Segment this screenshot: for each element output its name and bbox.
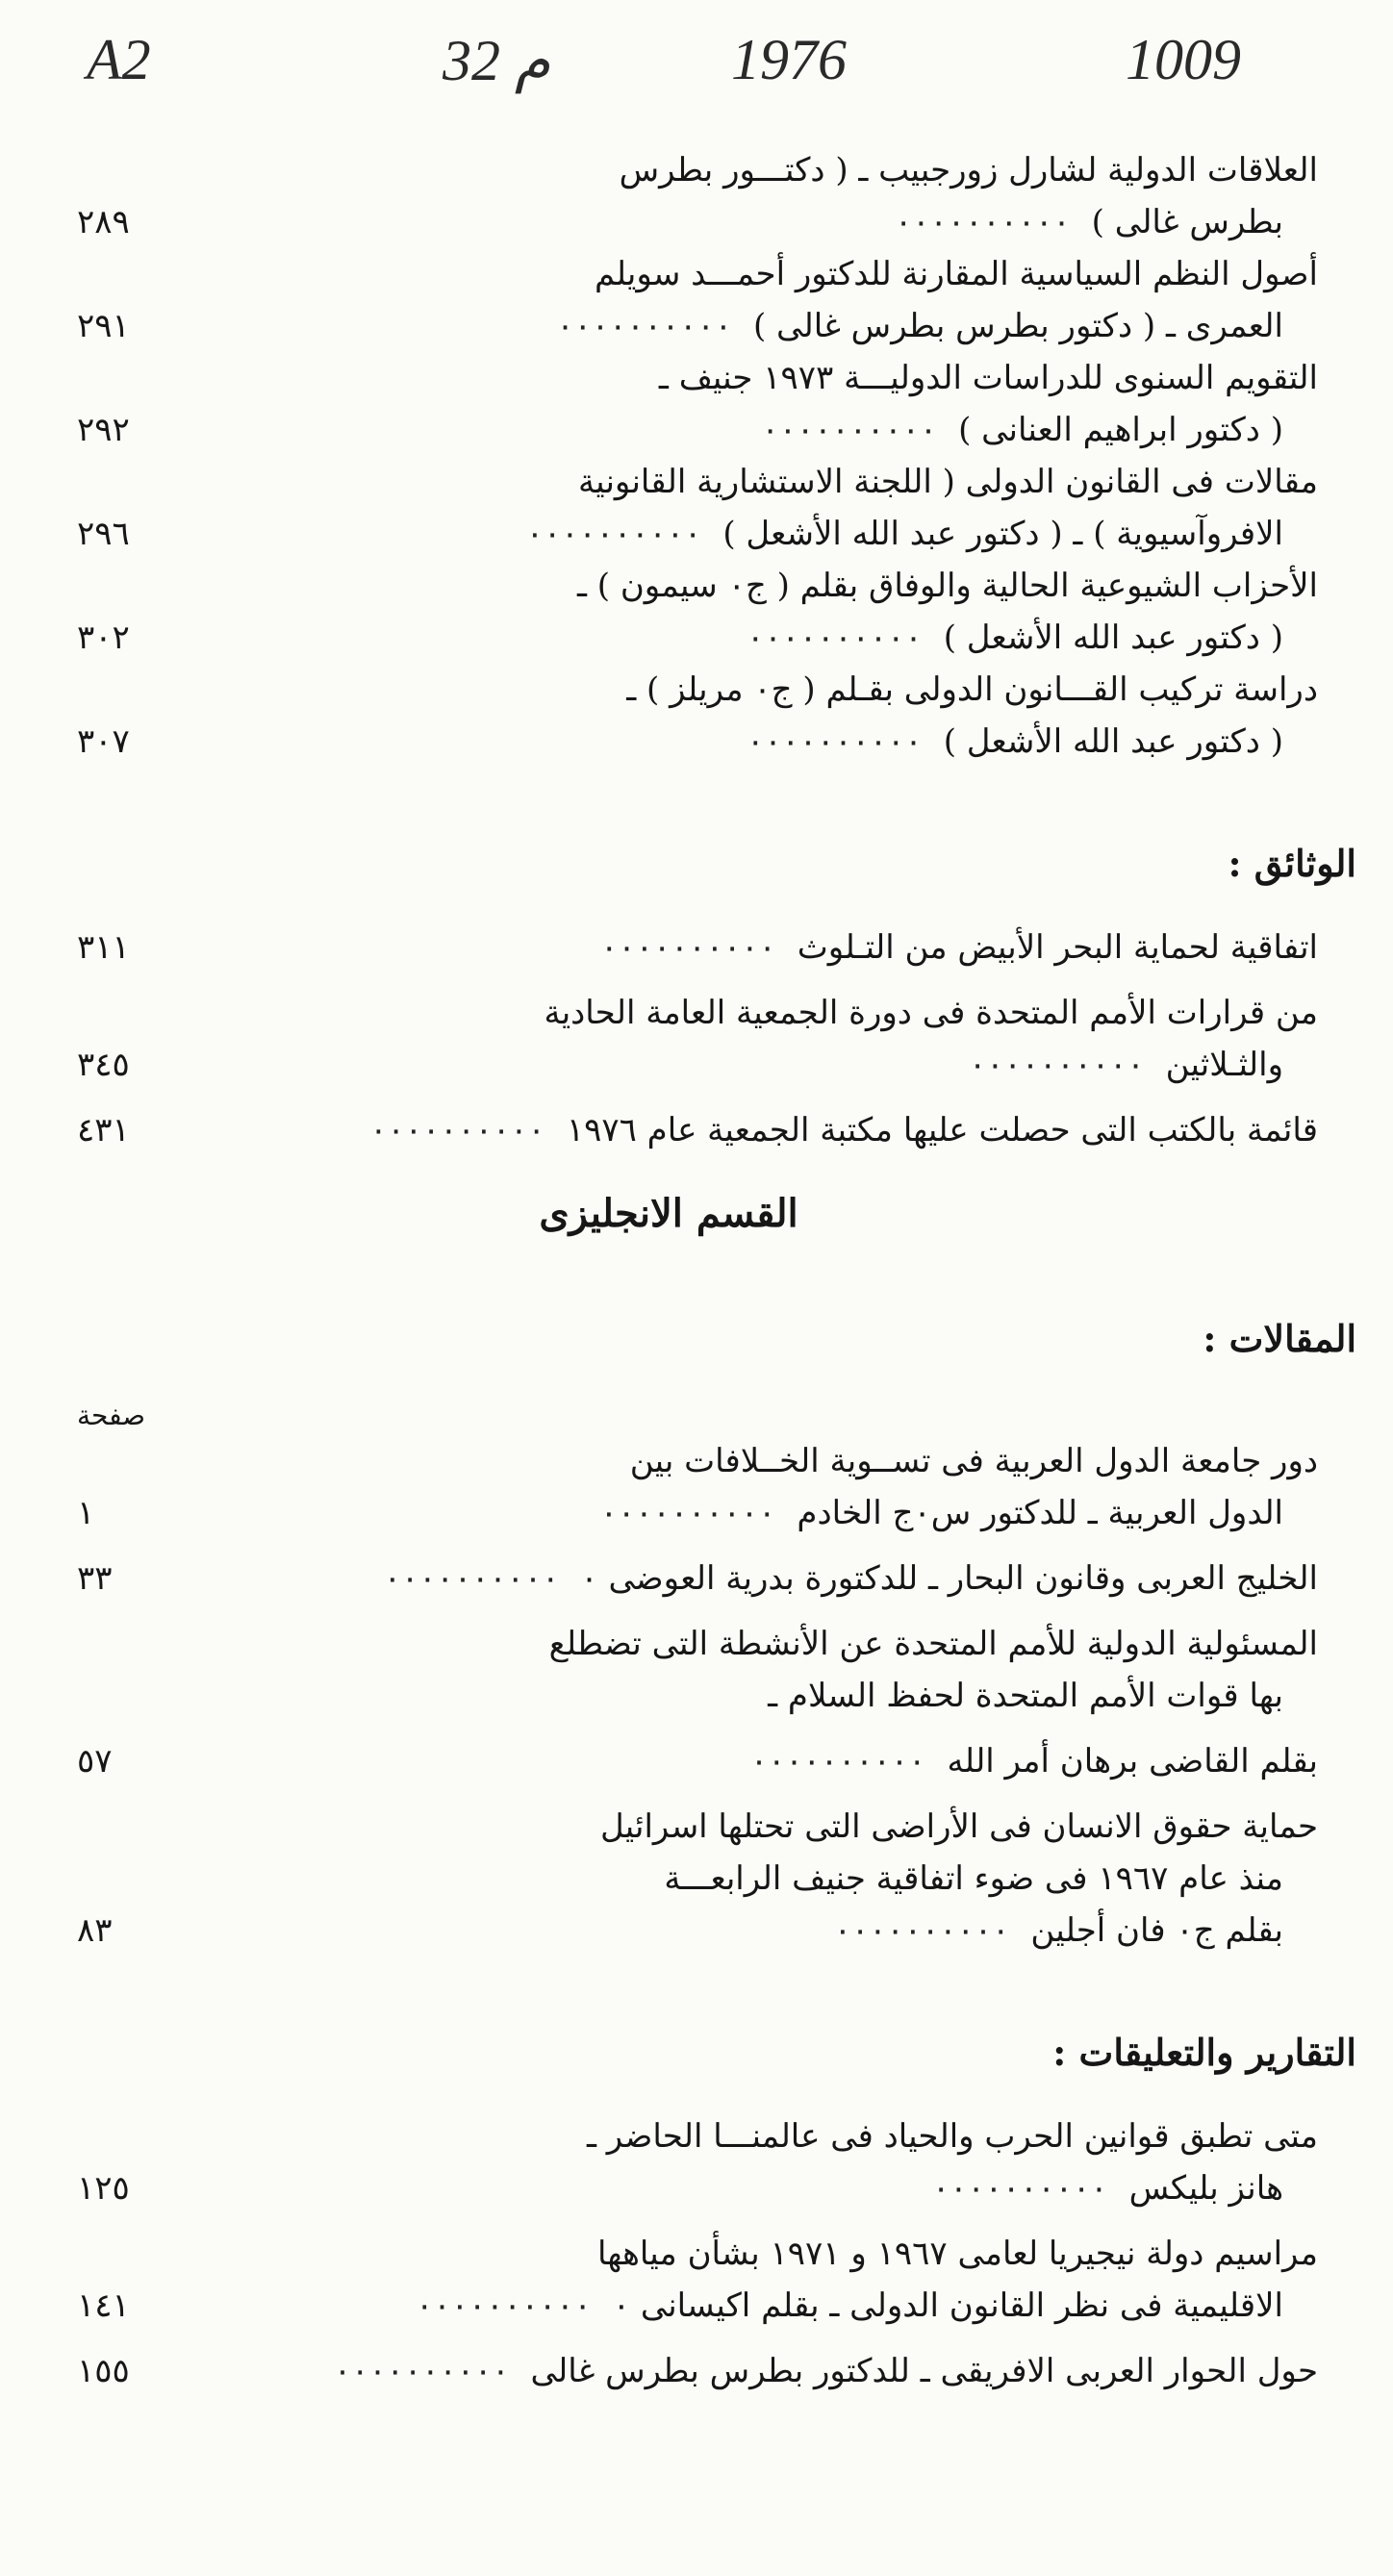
toc-entry-title: العلاقات الدولية لشارل زورجبيب ـ ( دكتـــور بطرس <box>619 151 1318 189</box>
toc-entry-line <box>77 404 1318 456</box>
toc-entry <box>77 1104 1318 1156</box>
toc-entry-line <box>77 664 1318 716</box>
page-number: ٢٩٦ <box>77 515 130 553</box>
toc-entry-line <box>77 1801 1318 1853</box>
toc-entry-line <box>77 1435 1318 1487</box>
page-number: ٥٧ <box>77 1742 113 1780</box>
page-number: ٣٤٥ <box>77 1046 130 1084</box>
toc-entry-title: الدول العربية ـ للدكتور س٠ج الخادم <box>797 1494 1283 1532</box>
toc-entry-title: منذ عام ١٩٦٧ فى ضوء اتفاقية جنيف الرابعـــة <box>664 1859 1283 1898</box>
dot-leader: ٠٠٠٠٠٠٠٠٠٠ <box>556 307 732 345</box>
toc-entry-title: أصول النظم السياسية المقارنة للدكتور أحمـــد سويلم <box>594 255 1318 293</box>
toc-entry <box>77 2228 1318 2332</box>
handwritten-note-year: 1976 <box>731 28 847 91</box>
documents-list <box>77 922 1318 1156</box>
toc-entry-title: بطرس غالى ) <box>1091 203 1283 241</box>
page-number: ٣٠٢ <box>77 619 130 657</box>
toc-entry <box>77 987 1318 1091</box>
toc-entry-line <box>77 1905 1318 1957</box>
page-number: ٢٩١ <box>77 307 130 345</box>
toc-entry-title: الأحزاب الشيوعية الحالية والوفاق بقلم ( ج٠ سيمون ) ـ <box>576 567 1318 605</box>
toc-entry-line <box>77 1039 1318 1091</box>
toc-entry-line <box>77 1853 1318 1905</box>
page-number: ٨٣ <box>77 1911 113 1950</box>
toc-entry-title: الخليج العربى وقانون البحار ـ للدكتورة بدرية العوضى ٠ <box>580 1559 1318 1598</box>
dot-leader: ٠٠٠٠٠٠٠٠٠٠ <box>931 2169 1108 2208</box>
toc-entry-title: ( دكتور عبد الله الأشعل ) <box>943 722 1283 761</box>
toc-entry <box>77 1553 1318 1604</box>
articles-heading: المقالات : <box>1203 1317 1356 1360</box>
dot-leader: ٠٠٠٠٠٠٠٠٠٠ <box>749 1742 926 1780</box>
toc-entry <box>77 1801 1318 1957</box>
toc-entry <box>77 664 1318 768</box>
toc-entry-title: دراسة تركيب القـــانون الدولى بقـلم ( ج٠ مريلز ) ـ <box>626 670 1318 709</box>
toc-entry-title: بقلم ج٠ فان أجلين <box>1030 1911 1283 1950</box>
page-column-label: صفحة <box>77 1400 146 1431</box>
english-section-heading: القسم الانجليزى <box>539 1191 798 1236</box>
page-number: ١ <box>77 1494 95 1532</box>
toc-entry <box>77 352 1318 456</box>
page-number: ١٢٥ <box>77 2169 130 2208</box>
toc-entry-title: متى تطبق قوانين الحرب والحياد فى عالمنـــا الحاضر ـ <box>586 2117 1318 2156</box>
toc-entry-title: قائمة بالكتب التى حصلت عليها مكتبة الجمعية عام ١٩٧٦ <box>566 1111 1318 1149</box>
page-number: ٢٨٩ <box>77 203 130 241</box>
handwritten-note-b: 32 م <box>443 29 551 92</box>
toc-entry-line <box>77 2162 1318 2214</box>
toc-entry-line <box>77 1618 1318 1670</box>
toc-entry <box>77 1618 1318 1722</box>
toc-entry-title: هانز بليكس <box>1128 2169 1283 2208</box>
toc-entry-line <box>77 560 1318 612</box>
toc-entry-title: الافروآسيوية ) ـ ( دكتور عبد الله الأشعل ) <box>722 515 1283 553</box>
toc-entry-title: بها قوات الأمم المتحدة لحفظ السلام ـ <box>768 1677 1283 1715</box>
toc-entry <box>77 144 1318 248</box>
toc-entry <box>77 2345 1318 2397</box>
page-number: ٣٣ <box>77 1559 113 1598</box>
toc-entry-line <box>77 1553 1318 1604</box>
dot-leader: ٠٠٠٠٠٠٠٠٠٠ <box>747 619 923 657</box>
toc-entry-line <box>77 716 1318 768</box>
dot-leader: ٠٠٠٠٠٠٠٠٠٠ <box>747 722 923 761</box>
reports-list <box>77 2110 1318 2397</box>
toc-entry-title: بقلم القاضى برهان أمر الله <box>947 1742 1318 1780</box>
toc-entry <box>77 560 1318 664</box>
toc-entry-title: المسئولية الدولية للأمم المتحدة عن الأنشطة التى تضطلع <box>548 1625 1318 1663</box>
toc-entry-line <box>77 2228 1318 2280</box>
toc-entry-title: مقالات فى القانون الدولى ( اللجنة الاستشارية القانونية <box>577 463 1318 501</box>
toc-entry-line <box>77 612 1318 664</box>
documents-heading: الوثائق : <box>1228 842 1356 885</box>
toc-entry-title: الاقليمية فى نظر القانون الدولى ـ بقلم اكيسانى ٠ <box>612 2286 1283 2325</box>
dot-leader: ٠٠٠٠٠٠٠٠٠٠ <box>416 2286 592 2325</box>
toc-entry-line <box>77 248 1318 300</box>
toc-entry-title: اتفاقية لحماية البحر الأبيض من التـلوث <box>797 928 1318 967</box>
dot-leader: ٠٠٠٠٠٠٠٠٠٠ <box>895 203 1071 241</box>
toc-entry-title: مراسيم دولة نيجيريا لعامى ١٩٦٧ و ١٩٧١ بشأن مياهها <box>596 2235 1318 2273</box>
reports-heading: التقارير والتعليقات : <box>1052 2031 1356 2074</box>
toc-entry <box>77 2110 1318 2214</box>
dot-leader: ٠٠٠٠٠٠٠٠٠٠ <box>969 1046 1145 1084</box>
toc-entry-line <box>77 1670 1318 1722</box>
dot-leader: ٠٠٠٠٠٠٠٠٠٠ <box>599 1494 776 1532</box>
toc-entry-title: التقويم السنوى للدراسات الدوليـــة ١٩٧٣ جنيف ـ <box>658 359 1318 397</box>
toc-entry-line <box>77 300 1318 352</box>
toc-entry-line <box>77 508 1318 560</box>
handwritten-note-a: A2 <box>87 28 151 91</box>
toc-entry-line <box>77 2280 1318 2332</box>
page-number: ٣٠٧ <box>77 722 130 761</box>
toc-entry-title: من قرارات الأمم المتحدة فى دورة الجمعية العامة الحادية <box>544 994 1318 1032</box>
toc-entry-line <box>77 922 1318 973</box>
toc-entry <box>77 456 1318 560</box>
dot-leader: ٠٠٠٠٠٠٠٠٠٠ <box>761 411 938 449</box>
articles-list <box>77 1435 1318 1957</box>
toc-entry-line <box>77 1487 1318 1539</box>
page-number: ٤٣١ <box>77 1111 130 1149</box>
toc-entry <box>77 922 1318 973</box>
toc-entry-line <box>77 196 1318 248</box>
toc-entry-title: حماية حقوق الانسان فى الأراضى التى تحتلها اسرائيل <box>600 1807 1318 1846</box>
toc-entry-line <box>77 987 1318 1039</box>
toc-entry-line <box>77 352 1318 404</box>
toc-entry <box>77 1735 1318 1787</box>
toc-entry-title: حول الحوار العربى الافريقى ـ للدكتور بطرس بطرس غالى <box>530 2352 1318 2390</box>
toc-entry-title: والثـلاثين <box>1165 1046 1283 1084</box>
page-number: ١٥٥ <box>77 2352 130 2390</box>
toc-entry-title: العمرى ـ ( دكتور بطرس بطرس غالى ) <box>752 307 1283 345</box>
toc-entry-title: ( دكتور ابراهيم العنانى ) <box>958 411 1283 449</box>
handwritten-note-d: 1009 <box>1126 28 1241 91</box>
dot-leader: ٠٠٠٠٠٠٠٠٠٠ <box>525 515 702 553</box>
dot-leader: ٠٠٠٠٠٠٠٠٠٠ <box>600 928 776 967</box>
toc-entry-title: ( دكتور عبد الله الأشعل ) <box>943 619 1283 657</box>
toc-entry <box>77 1435 1318 1539</box>
dot-leader: ٠٠٠٠٠٠٠٠٠٠ <box>333 2352 510 2390</box>
dot-leader: ٠٠٠٠٠٠٠٠٠٠ <box>833 1911 1010 1950</box>
toc-entry-line <box>77 144 1318 196</box>
page-number: ١٤١ <box>77 2286 130 2325</box>
dot-leader: ٠٠٠٠٠٠٠٠٠٠ <box>369 1111 545 1149</box>
toc-entry-line <box>77 2110 1318 2162</box>
toc-entry-title: دور جامعة الدول العربية فى تســوية الخــلافات بين <box>629 1442 1318 1480</box>
toc-entry <box>77 248 1318 352</box>
table-of-contents-page <box>77 144 1356 2397</box>
page-number: ٢٩٢ <box>77 411 130 449</box>
toc-entry-line <box>77 456 1318 508</box>
dot-leader: ٠٠٠٠٠٠٠٠٠٠ <box>383 1559 560 1598</box>
toc-entry-line <box>77 2345 1318 2397</box>
page-number: ٣١١ <box>77 928 130 967</box>
toc-entry-line <box>77 1104 1318 1156</box>
toc-entry-line <box>77 1735 1318 1787</box>
toc-top-list <box>77 144 1318 768</box>
